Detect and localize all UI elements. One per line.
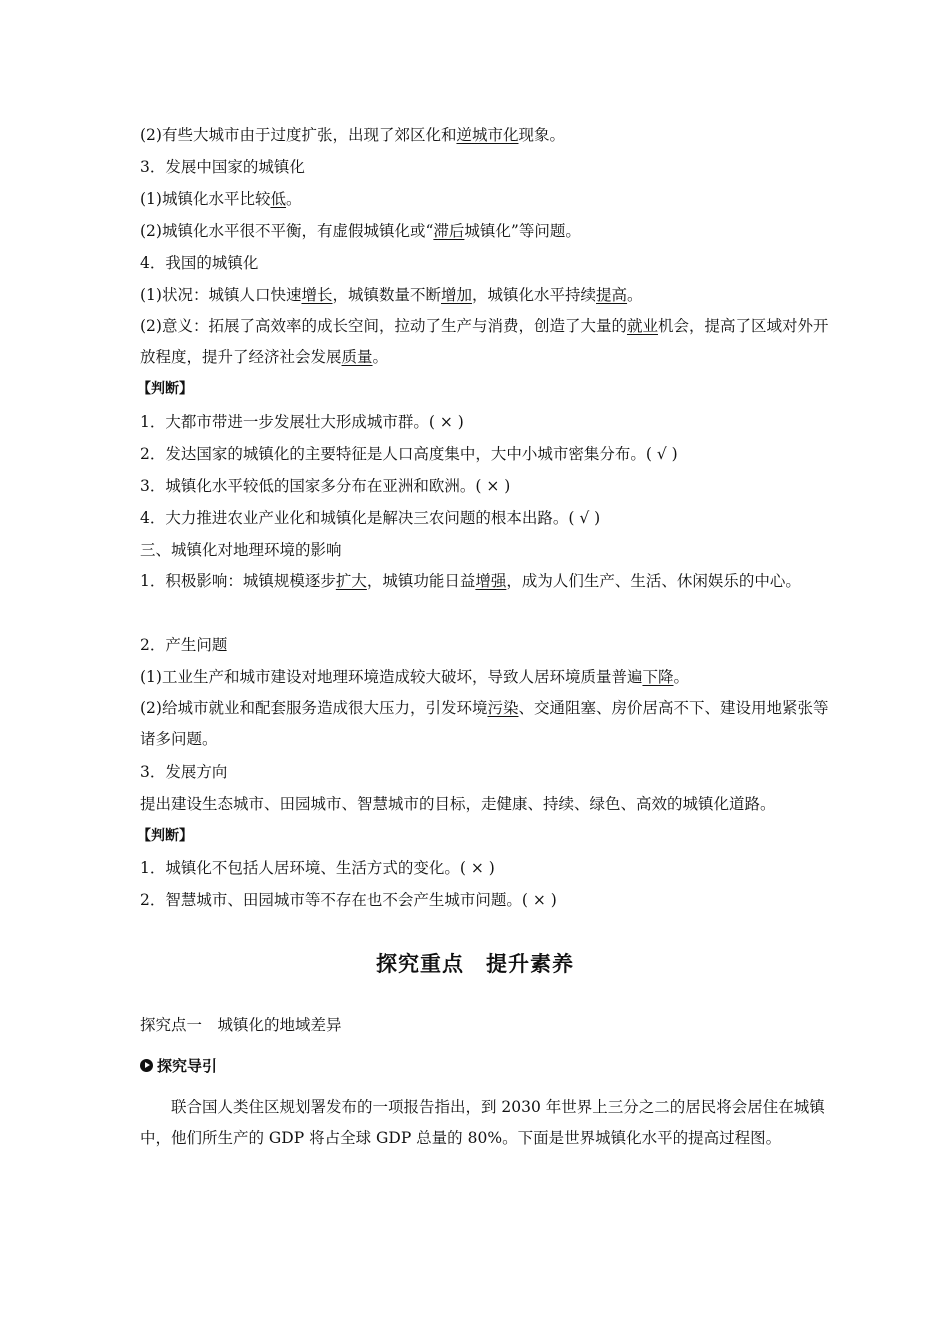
heading-china-urbanization: 4．我国的城镇化 (140, 254, 259, 272)
judge-item: 3．城镇化水平较低的国家多分布在亚洲和欧洲。( × ) (140, 477, 511, 495)
text-line: 提出建设生态城市、田园城市、智慧城市的目标，走健康、持续、绿色、高效的城镇化道路。 (140, 795, 776, 813)
text-paragraph: (2)给城市就业和配套服务造成很大压力，引发环境污染、交通阻塞、房价居高不下、建设用地紧张等诸多问题。 (140, 699, 829, 748)
intro-paragraph: 联合国人类住区规划署发布的一项报告指出，到 2030 年世界上三分之二的居民将会居住在城镇中，他们所生产的 GDP 将占全球 GDP 总量的 80%。下面是世界城镇化水平的提高过程图。 (140, 1098, 825, 1147)
text-line: (1)状况：城镇人口快速增长，城镇数量不断增加，城镇化水平持续提高。 (140, 286, 643, 304)
judge-item: 2．智慧城市、田园城市等不存在也不会产生城市问题。( × ) (140, 891, 557, 909)
text-paragraph: 1．积极影响：城镇规模逐步扩大，城镇功能日益增强，成为人们生产、生活、休闲娱乐的中心。 (140, 572, 801, 590)
text-paragraph: (2)意义：拓展了高效率的成长空间，拉动了生产与消费，创造了大量的就业机会，提高了区域对外开放程度，提升了经济社会发展质量。 (140, 317, 829, 366)
guide-label: 探究导引 (157, 1057, 218, 1075)
section-title: 探究重点 提升素养 (376, 952, 574, 976)
judge-item: 2．发达国家的城镇化的主要特征是人口高度集中，大中小城市密集分布。( √ ) (140, 445, 678, 463)
guide-heading (140, 1055, 217, 1076)
text-line: (1)城镇化水平比较低。 (140, 190, 302, 208)
heading-direction: 3．发展方向 (140, 763, 228, 781)
heading-developing-countries: 3．发展中国家的城镇化 (140, 158, 305, 176)
text-line: (2)城镇化水平很不平衡，有虚假城镇化或“滞后城镇化”等问题。 (140, 222, 581, 240)
play-circle-icon (140, 1059, 153, 1072)
judge-item: 1．城镇化不包括人居环境、生活方式的变化。( × ) (140, 859, 495, 877)
text-line: (2)有些大城市由于过度扩张，出现了郊区化和逆城市化现象。 (140, 126, 565, 144)
section-heading-three: 三、城镇化对地理环境的影响 (140, 541, 342, 559)
judge-label: 【判断】 (137, 828, 193, 844)
heading-problems: 2．产生问题 (140, 636, 228, 654)
subsection-title: 探究点一 城镇化的地域差异 (140, 1016, 342, 1034)
text-line: (1)工业生产和城市建设对地理环境造成较大破坏，导致人居环境质量普遍下降。 (140, 668, 689, 686)
judge-item: 4．大力推进农业产业化和城镇化是解决三农问题的根本出路。( √ ) (140, 509, 601, 527)
judge-item: 1．大都市带进一步发展壮大形成城市群。( × ) (140, 413, 464, 431)
judge-label: 【判断】 (137, 381, 193, 397)
